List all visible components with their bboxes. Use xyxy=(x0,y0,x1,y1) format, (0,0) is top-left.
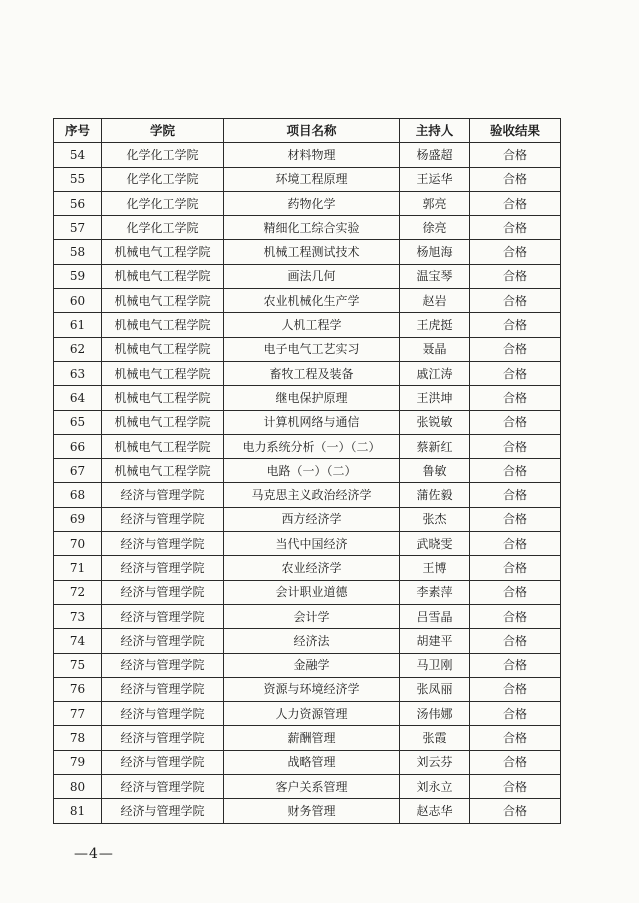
cell-serial-number: 69 xyxy=(54,507,102,531)
cell-college: 经济与管理学院 xyxy=(102,702,224,726)
cell-serial-number: 58 xyxy=(54,240,102,264)
cell-college: 化学化工学院 xyxy=(102,191,224,215)
cell-college: 经济与管理学院 xyxy=(102,750,224,774)
cell-college: 经济与管理学院 xyxy=(102,629,224,653)
cell-result: 合格 xyxy=(470,775,561,799)
table-row xyxy=(54,386,561,410)
table-row xyxy=(54,240,561,264)
table-row xyxy=(54,532,561,556)
acceptance-results-table xyxy=(53,118,561,824)
cell-result: 合格 xyxy=(470,337,561,361)
cell-result: 合格 xyxy=(470,750,561,774)
cell-host: 刘永立 xyxy=(400,775,470,799)
table-row xyxy=(54,507,561,531)
cell-host: 戚江涛 xyxy=(400,361,470,385)
cell-college: 经济与管理学院 xyxy=(102,799,224,823)
cell-host: 赵志华 xyxy=(400,799,470,823)
table-row xyxy=(54,264,561,288)
cell-project-name: 电力系统分析（一）（二） xyxy=(224,434,400,458)
page-number: —4— xyxy=(74,846,114,862)
cell-serial-number: 55 xyxy=(54,167,102,191)
cell-college: 机械电气工程学院 xyxy=(102,361,224,385)
cell-project-name: 电子电气工艺实习 xyxy=(224,337,400,361)
cell-serial-number: 70 xyxy=(54,532,102,556)
cell-result: 合格 xyxy=(470,410,561,434)
table-row xyxy=(54,483,561,507)
cell-host: 蔡新红 xyxy=(400,434,470,458)
cell-host: 蒲佐毅 xyxy=(400,483,470,507)
cell-project-name: 战略管理 xyxy=(224,750,400,774)
cell-result: 合格 xyxy=(470,604,561,628)
cell-result: 合格 xyxy=(470,459,561,483)
cell-college: 经济与管理学院 xyxy=(102,653,224,677)
table-row xyxy=(54,653,561,677)
cell-serial-number: 81 xyxy=(54,799,102,823)
cell-college: 经济与管理学院 xyxy=(102,775,224,799)
cell-project-name: 当代中国经济 xyxy=(224,532,400,556)
cell-college: 经济与管理学院 xyxy=(102,677,224,701)
cell-college: 机械电气工程学院 xyxy=(102,459,224,483)
cell-serial-number: 64 xyxy=(54,386,102,410)
table-row xyxy=(54,289,561,313)
cell-serial-number: 74 xyxy=(54,629,102,653)
cell-project-name: 农业经济学 xyxy=(224,556,400,580)
cell-project-name: 资源与环境经济学 xyxy=(224,677,400,701)
cell-college: 机械电气工程学院 xyxy=(102,386,224,410)
cell-host: 徐亮 xyxy=(400,216,470,240)
cell-host: 胡建平 xyxy=(400,629,470,653)
cell-host: 郭亮 xyxy=(400,191,470,215)
cell-project-name: 机械工程测试技术 xyxy=(224,240,400,264)
cell-result: 合格 xyxy=(470,677,561,701)
cell-host: 李素萍 xyxy=(400,580,470,604)
cell-host: 王洪坤 xyxy=(400,386,470,410)
cell-college: 化学化工学院 xyxy=(102,216,224,240)
cell-project-name: 精细化工综合实验 xyxy=(224,216,400,240)
cell-serial-number: 76 xyxy=(54,677,102,701)
cell-college: 机械电气工程学院 xyxy=(102,289,224,313)
cell-host: 王虎挺 xyxy=(400,313,470,337)
cell-project-name: 财务管理 xyxy=(224,799,400,823)
cell-project-name: 电路（一）（二） xyxy=(224,459,400,483)
cell-result: 合格 xyxy=(470,799,561,823)
cell-host: 汤伟娜 xyxy=(400,702,470,726)
cell-host: 张凤丽 xyxy=(400,677,470,701)
cell-result: 合格 xyxy=(470,580,561,604)
cell-result: 合格 xyxy=(470,386,561,410)
header-host: 主持人 xyxy=(400,119,470,143)
cell-serial-number: 73 xyxy=(54,604,102,628)
cell-host: 王博 xyxy=(400,556,470,580)
cell-project-name: 西方经济学 xyxy=(224,507,400,531)
cell-college: 经济与管理学院 xyxy=(102,556,224,580)
table-row xyxy=(54,410,561,434)
header-college: 学院 xyxy=(102,119,224,143)
header-serial-number: 序号 xyxy=(54,119,102,143)
cell-project-name: 金融学 xyxy=(224,653,400,677)
table-row xyxy=(54,629,561,653)
table-row xyxy=(54,361,561,385)
table-row xyxy=(54,799,561,823)
table-row xyxy=(54,702,561,726)
table-row xyxy=(54,459,561,483)
table-row xyxy=(54,313,561,337)
cell-college: 经济与管理学院 xyxy=(102,580,224,604)
cell-result: 合格 xyxy=(470,483,561,507)
table-row xyxy=(54,216,561,240)
cell-host: 吕雪晶 xyxy=(400,604,470,628)
cell-serial-number: 67 xyxy=(54,459,102,483)
cell-host: 赵岩 xyxy=(400,289,470,313)
cell-serial-number: 78 xyxy=(54,726,102,750)
cell-host: 张霞 xyxy=(400,726,470,750)
cell-result: 合格 xyxy=(470,191,561,215)
cell-project-name: 畜牧工程及装备 xyxy=(224,361,400,385)
cell-host: 马卫刚 xyxy=(400,653,470,677)
cell-project-name: 人力资源管理 xyxy=(224,702,400,726)
table-row xyxy=(54,604,561,628)
cell-result: 合格 xyxy=(470,532,561,556)
cell-serial-number: 72 xyxy=(54,580,102,604)
table-row xyxy=(54,726,561,750)
cell-serial-number: 59 xyxy=(54,264,102,288)
cell-college: 经济与管理学院 xyxy=(102,483,224,507)
cell-college: 机械电气工程学院 xyxy=(102,240,224,264)
cell-project-name: 经济法 xyxy=(224,629,400,653)
cell-result: 合格 xyxy=(470,434,561,458)
cell-college: 机械电气工程学院 xyxy=(102,264,224,288)
table-header-row xyxy=(54,119,561,143)
cell-project-name: 薪酬管理 xyxy=(224,726,400,750)
cell-host: 刘云芬 xyxy=(400,750,470,774)
cell-result: 合格 xyxy=(470,289,561,313)
cell-serial-number: 57 xyxy=(54,216,102,240)
cell-host: 王运华 xyxy=(400,167,470,191)
cell-result: 合格 xyxy=(470,726,561,750)
table-body xyxy=(54,143,561,823)
table-row xyxy=(54,750,561,774)
cell-college: 经济与管理学院 xyxy=(102,507,224,531)
cell-serial-number: 61 xyxy=(54,313,102,337)
cell-serial-number: 65 xyxy=(54,410,102,434)
cell-serial-number: 71 xyxy=(54,556,102,580)
header-result: 验收结果 xyxy=(470,119,561,143)
table-row xyxy=(54,775,561,799)
cell-project-name: 画法几何 xyxy=(224,264,400,288)
cell-host: 鲁敏 xyxy=(400,459,470,483)
cell-host: 张锐敏 xyxy=(400,410,470,434)
header-project-name: 项目名称 xyxy=(224,119,400,143)
cell-serial-number: 66 xyxy=(54,434,102,458)
cell-college: 机械电气工程学院 xyxy=(102,410,224,434)
cell-serial-number: 68 xyxy=(54,483,102,507)
cell-result: 合格 xyxy=(470,653,561,677)
cell-project-name: 农业机械化生产学 xyxy=(224,289,400,313)
cell-college: 机械电气工程学院 xyxy=(102,313,224,337)
table-row xyxy=(54,580,561,604)
table-row xyxy=(54,337,561,361)
cell-college: 经济与管理学院 xyxy=(102,726,224,750)
cell-serial-number: 54 xyxy=(54,143,102,167)
cell-serial-number: 75 xyxy=(54,653,102,677)
cell-result: 合格 xyxy=(470,629,561,653)
table-row xyxy=(54,556,561,580)
cell-result: 合格 xyxy=(470,216,561,240)
cell-result: 合格 xyxy=(470,167,561,191)
cell-project-name: 人机工程学 xyxy=(224,313,400,337)
cell-project-name: 会计学 xyxy=(224,604,400,628)
table-row xyxy=(54,434,561,458)
cell-result: 合格 xyxy=(470,507,561,531)
cell-host: 杨盛超 xyxy=(400,143,470,167)
cell-college: 机械电气工程学院 xyxy=(102,337,224,361)
cell-college: 经济与管理学院 xyxy=(102,532,224,556)
cell-result: 合格 xyxy=(470,143,561,167)
cell-college: 化学化工学院 xyxy=(102,143,224,167)
cell-project-name: 环境工程原理 xyxy=(224,167,400,191)
table-row xyxy=(54,143,561,167)
cell-result: 合格 xyxy=(470,313,561,337)
cell-serial-number: 56 xyxy=(54,191,102,215)
cell-project-name: 客户关系管理 xyxy=(224,775,400,799)
cell-serial-number: 62 xyxy=(54,337,102,361)
cell-host: 温宝琴 xyxy=(400,264,470,288)
cell-host: 杨旭海 xyxy=(400,240,470,264)
cell-serial-number: 63 xyxy=(54,361,102,385)
cell-project-name: 计算机网络与通信 xyxy=(224,410,400,434)
cell-host: 张杰 xyxy=(400,507,470,531)
cell-result: 合格 xyxy=(470,702,561,726)
cell-project-name: 继电保护原理 xyxy=(224,386,400,410)
table-row xyxy=(54,167,561,191)
cell-result: 合格 xyxy=(470,264,561,288)
cell-serial-number: 77 xyxy=(54,702,102,726)
cell-college: 化学化工学院 xyxy=(102,167,224,191)
cell-result: 合格 xyxy=(470,240,561,264)
cell-college: 机械电气工程学院 xyxy=(102,434,224,458)
cell-serial-number: 60 xyxy=(54,289,102,313)
cell-project-name: 药物化学 xyxy=(224,191,400,215)
cell-college: 经济与管理学院 xyxy=(102,604,224,628)
cell-project-name: 马克思主义政治经济学 xyxy=(224,483,400,507)
cell-host: 聂晶 xyxy=(400,337,470,361)
cell-project-name: 材料物理 xyxy=(224,143,400,167)
table-row xyxy=(54,191,561,215)
cell-serial-number: 80 xyxy=(54,775,102,799)
cell-result: 合格 xyxy=(470,556,561,580)
cell-host: 武晓雯 xyxy=(400,532,470,556)
cell-serial-number: 79 xyxy=(54,750,102,774)
cell-result: 合格 xyxy=(470,361,561,385)
cell-project-name: 会计职业道德 xyxy=(224,580,400,604)
table-row xyxy=(54,677,561,701)
